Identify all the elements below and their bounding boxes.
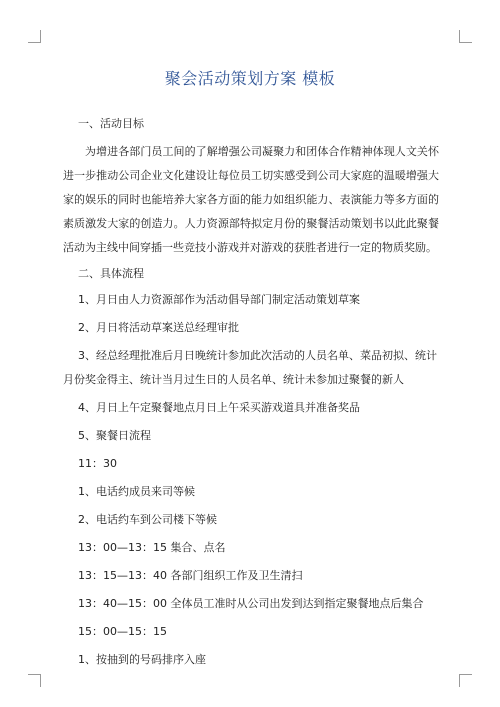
- process-step: 2、月日将活动草案送总经理审批: [78, 321, 239, 334]
- page-corner-mark-bottom-right: [459, 674, 472, 687]
- page-corner-mark-top-left: [28, 30, 41, 43]
- document-title: 聚会活动策划方案 模板: [164, 69, 336, 88]
- section-heading-goals: 一、活动目标: [78, 117, 144, 130]
- schedule-time: 13：40—15：00 全体员工准时从公司出发到达到指定聚餐地点后集合: [78, 597, 424, 610]
- schedule-time: 15：00—15：15: [78, 625, 167, 638]
- process-step: 4、月日上午定聚餐地点月日上午采买游戏道具并准备奖品: [78, 401, 360, 414]
- schedule-time: 13：00—13：15 集合、点名: [78, 541, 226, 554]
- schedule-item: 1、电话约成员来司等候: [78, 485, 195, 498]
- schedule-time: 13：15—13：40 各部门组织工作及卫生清扫: [78, 569, 303, 582]
- page-corner-mark-top-right: [459, 30, 472, 43]
- section-heading-process: 二、具体流程: [78, 267, 144, 280]
- page-corner-mark-bottom-left: [28, 674, 41, 687]
- process-step: 1、月日由人力资源部作为活动倡导部门制定活动策划草案: [78, 293, 360, 306]
- process-step: 3、经总经理批准后月日晚统计参加此次活动的人员名单、菜品初拟、统计月份奖金得主、统计当月过生日的人员名单、统计未参加过聚餐的新人: [63, 349, 437, 386]
- schedule-item: 1、按抽到的号码排序入座: [78, 653, 206, 666]
- document-body: [63, 114, 439, 672]
- schedule-time: 11：30: [78, 457, 117, 470]
- schedule-item: 2、电话约车到公司楼下等候: [78, 513, 217, 526]
- process-step: 5、聚餐日流程: [78, 429, 151, 442]
- goals-paragraph: 为增进各部门员工间的了解增强公司凝聚力和团体合作精神体现人文关怀进一步推动公司企业文化建设让每位员工切实感受到公司大家庭的温暖增强大家的娱乐的同时也能培养大家各方面的能力如组织能力、表演能力等多方面的素质激发大家的创造力。人力资源部特拟定月份的聚餐活动策划书以此此聚餐活动为主线中间穿插一些竞技小游戏并对游戏的获胜者进行一定的物质奖励。: [63, 145, 439, 254]
